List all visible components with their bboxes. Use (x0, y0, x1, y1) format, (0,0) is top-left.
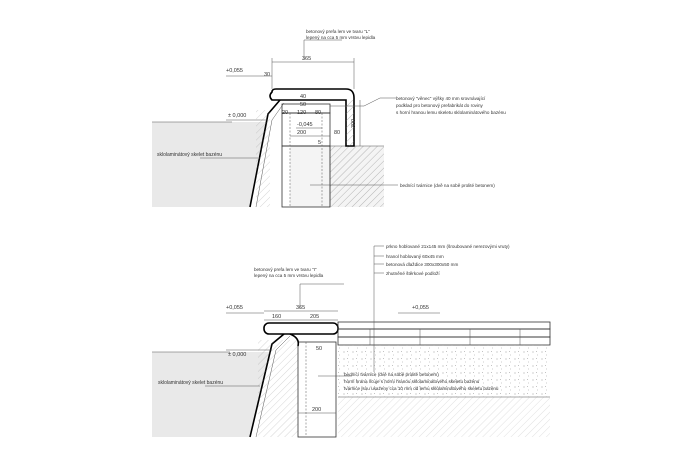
deck-boards (338, 322, 550, 329)
note-blocks-bottom-line3: tvárnice jsou usazeny cca 10 mm od lemu sklolaminátového skeletu bazénu (344, 386, 499, 391)
level-zero-upper: ± 0,000 (228, 113, 247, 119)
note-i-coping-line1: betonový prefa lem ve tvaru "I" (254, 267, 317, 272)
note-ring-line3: s horní hranou lemu skeletu sklolaminátového bazénu (396, 110, 506, 115)
level-zero-lower: ± 0,000 (228, 352, 247, 358)
level-top-lower: +0,055 (226, 305, 243, 311)
dim-40: 40 (300, 94, 307, 100)
dim-365-bottom: 365 (296, 305, 306, 311)
note-ring-line2: podklad pro betonový prefabrikát do roviny (396, 103, 483, 108)
dim-50-bottom: 50 (316, 346, 323, 352)
note-blocks-bottom-line2: horní hrana lícuje s horní hranou sklolaminátového skeletu bazénu (344, 379, 480, 384)
dim-205: 205 (310, 314, 320, 320)
level-low-upper: -0,045 (297, 122, 313, 128)
top-detail (152, 29, 506, 207)
level-deck: +0,055 (412, 305, 429, 311)
note-deck-tiles: betonová dlaždice 300x300x50 mm (386, 262, 459, 267)
dim-5: 5 (318, 140, 322, 146)
note-i-coping-line2: lepený na cca 5 mm vrstvu lepidla (254, 273, 324, 278)
shell-hatch-bottom (258, 340, 298, 437)
note-blocks-bottom-line1: bednící tvárnice (dvě na sobě prolité betonem) (344, 372, 439, 377)
soil-area-left (152, 122, 268, 207)
dim-200-top: 200 (297, 130, 307, 136)
note-ring-line1: betonový "věnec" výšky 40 mm srovnávající (396, 96, 486, 101)
dim-200-bottom: 200 (312, 407, 322, 413)
note-coping-line2: lepený na cca 5 mm vrstvu lepidla (306, 35, 376, 40)
note-coping-line1: betonový prefa lem ve tvaru "L" (306, 29, 370, 34)
dim-120: 120 (297, 110, 307, 116)
i-coping (264, 323, 338, 334)
note-deck-gravel: zhutněné štěrkové podloží (386, 271, 440, 276)
soil-hatch-right (330, 146, 384, 207)
level-top-upper: +0,055 (226, 68, 243, 74)
dim-50: 50 (300, 102, 307, 108)
label-shell-top: sklolaminátový skelet bazénu (157, 152, 223, 158)
dim-20: 20 (282, 110, 289, 116)
dim-30: 30 (264, 72, 271, 78)
subsoil-bottom (338, 397, 550, 437)
label-shell-bottom: sklolaminátový skelet bazénu (158, 380, 224, 386)
dim-300: 300 (351, 118, 357, 128)
dim-80b: 80 (334, 130, 341, 136)
note-blocks-top: bednící tvárnice (dvě na sobě prolité betonem) (400, 183, 495, 188)
dim-80a: 80 (315, 110, 322, 116)
dim-365-top: 365 (302, 56, 312, 62)
l-coping (270, 89, 354, 146)
note-deck-joist: hranol hoblovaný 60x45 mm (386, 254, 444, 259)
note-deck-boards: prkno hoblované 21x145 mm (šroubované nerezovými vruty) (386, 244, 510, 249)
shell-hatch (256, 110, 270, 207)
bottom-detail (152, 244, 550, 437)
formwork-block-bottom (298, 342, 336, 437)
dim-160: 160 (272, 314, 282, 320)
